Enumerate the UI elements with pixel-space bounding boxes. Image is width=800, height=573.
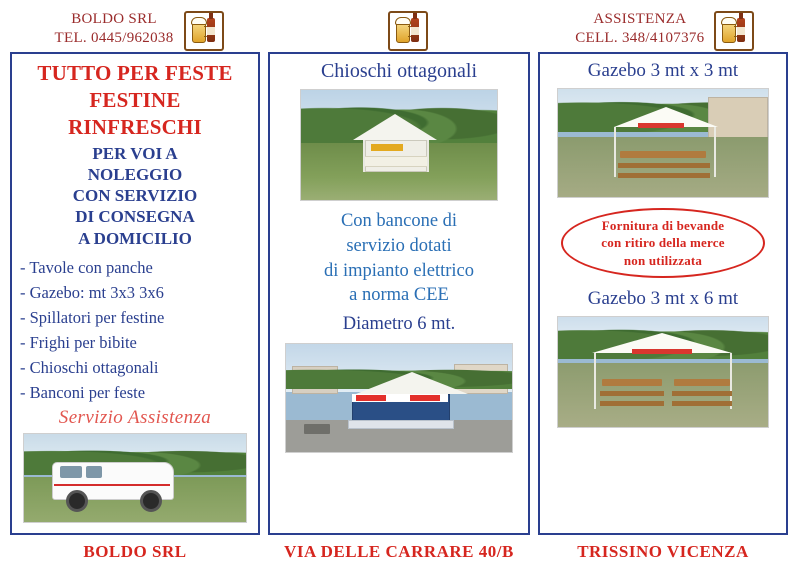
gazebo-3x6-title: Gazebo 3 mt x 6 mt — [587, 288, 739, 309]
header-company-name: BOLDO SRL — [71, 11, 157, 28]
header-center — [268, 6, 536, 52]
header-left — [8, 6, 268, 52]
header — [8, 6, 792, 52]
header-company-block — [55, 10, 174, 48]
footer — [8, 535, 792, 569]
footer-address: VIA DELLE CARRARE 40/B — [284, 542, 514, 561]
header-right — [536, 6, 792, 52]
kiosks-caption-line-3: di impianto elettrico — [323, 260, 474, 281]
beverage-offer-line-3: non utilizzata — [623, 252, 703, 268]
beer-mug-icon — [182, 9, 222, 49]
services-title-line-2: FESTINE — [89, 87, 181, 112]
services-subtitle-line-5: A DOMICILIO — [78, 228, 192, 248]
header-assistance-mobile: CELL. 348/4107376 — [575, 30, 705, 46]
beer-mug-icon-right — [712, 9, 752, 49]
kiosk-photo-2 — [285, 343, 513, 453]
services-title-line-1: TUTTO PER FESTE — [37, 61, 233, 85]
services-subtitle-line-2: NOLEGGIO — [87, 164, 183, 184]
kiosks-title: Chioschi ottagonali — [320, 60, 478, 82]
services-subtitle-line-4: DI CONSEGNA — [75, 207, 195, 227]
beverage-offer-line-2: con ritiro della merce — [601, 235, 725, 251]
footer-company: BOLDO SRL — [83, 542, 187, 561]
columns-container — [8, 52, 792, 535]
gazebo-photo-3x6 — [557, 316, 769, 428]
beverage-offer-line-1: Fornitura di bevande — [601, 217, 725, 233]
gazebo-photo-3x3 — [557, 88, 769, 198]
kiosks-caption-line-1: Con bancone di — [340, 211, 458, 231]
kiosk-photo-1 — [300, 89, 498, 201]
kiosks-caption-line-4: a norma CEE — [349, 285, 449, 306]
assistance-script-text: Servizio Assistenza — [58, 407, 212, 429]
services-subtitle-line-3: CON SERVIZIO — [72, 186, 198, 206]
panel-kiosks — [268, 52, 530, 535]
list-item: - Frighi per bibite — [20, 333, 137, 353]
services-subtitle-line-1: PER VOI A — [92, 143, 178, 163]
gazebo-3x3-title: Gazebo 3 mt x 3 mt — [587, 60, 739, 81]
van-photo — [23, 433, 247, 523]
list-item: - Tavole con panche — [20, 257, 153, 277]
kiosks-caption-line-2: servizio dotati — [346, 235, 452, 256]
list-item: - Banconi per feste — [20, 383, 146, 403]
services-title-line-3: RINFRESCHI — [68, 114, 202, 139]
footer-city: TRISSINO VICENZA — [577, 542, 749, 561]
panel-services — [10, 52, 260, 535]
header-phone: TEL. 0445/962038 — [54, 30, 174, 46]
services-title — [20, 60, 250, 141]
panel-gazebos — [538, 52, 788, 535]
list-item: - Spillatori per festine — [20, 308, 165, 328]
header-assistance-label: ASSISTENZA — [593, 11, 687, 28]
list-item: - Chioschi ottagonali — [20, 358, 159, 378]
kiosks-caption — [278, 209, 520, 308]
header-assistance-block — [575, 10, 704, 48]
services-list — [20, 255, 250, 405]
list-item: - Gazebo: mt 3x3 3x6 — [20, 282, 164, 302]
beer-mug-icon-center — [386, 9, 426, 49]
beverage-offer-badge — [561, 208, 765, 278]
services-subtitle — [20, 143, 250, 249]
kiosk-diameter: Diametro 6 mt. — [342, 314, 456, 335]
